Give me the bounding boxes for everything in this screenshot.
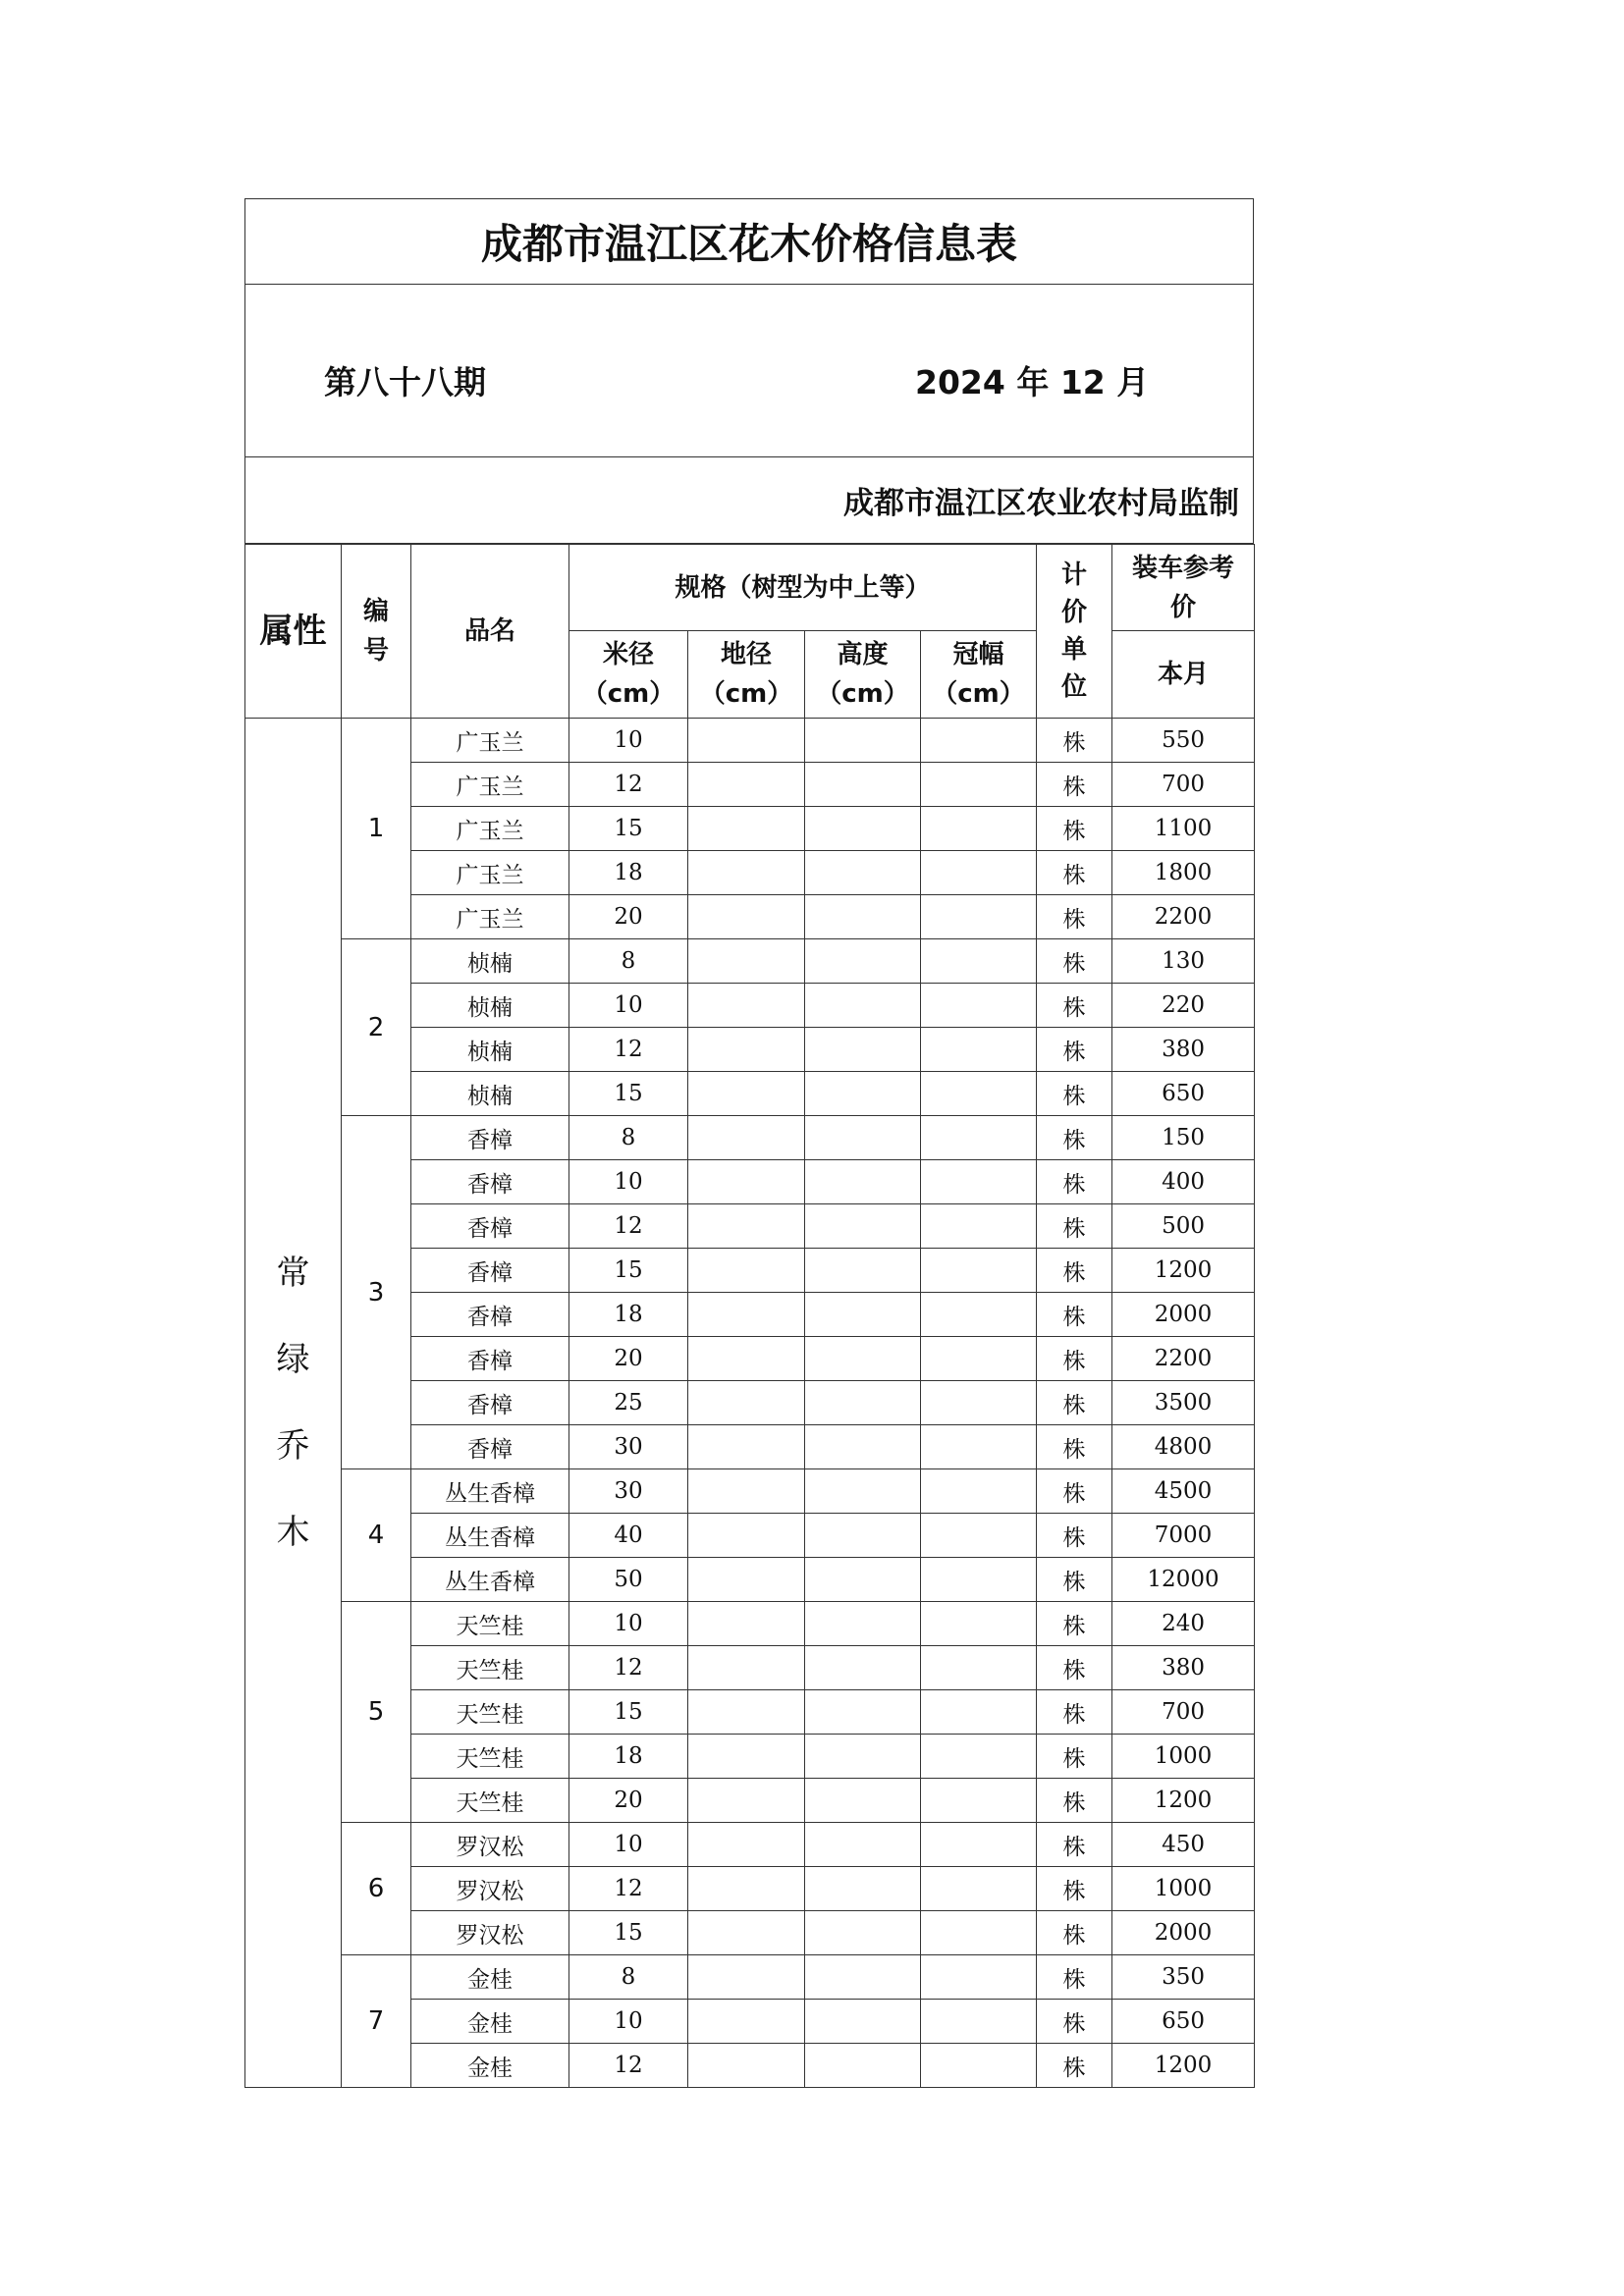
dbh-value: 40 (569, 1514, 688, 1558)
ground-diameter-value (688, 1646, 805, 1690)
ground-diameter-value (688, 1381, 805, 1425)
price-value: 350 (1112, 1955, 1255, 2000)
header-ground-label: 地径 (720, 640, 772, 669)
ground-diameter-value (688, 1558, 805, 1602)
price-value: 450 (1112, 1823, 1255, 1867)
height-value (805, 2000, 921, 2044)
plant-name: 广玉兰 (411, 719, 569, 763)
group-number: 7 (342, 1955, 411, 2088)
header-price-line: 装车参考 (1132, 553, 1235, 583)
dbh-value: 15 (569, 1249, 688, 1293)
dbh-value: 25 (569, 1381, 688, 1425)
price-unit: 株 (1037, 851, 1112, 895)
price-sheet (244, 198, 1254, 2088)
ground-diameter-value (688, 939, 805, 984)
price-value: 2000 (1112, 1293, 1255, 1337)
ground-diameter-value (688, 2044, 805, 2088)
dbh-value: 10 (569, 1823, 688, 1867)
price-unit: 株 (1037, 1293, 1112, 1337)
ground-diameter-value (688, 1514, 805, 1558)
ground-diameter-value (688, 1911, 805, 1955)
plant-name: 香樟 (411, 1249, 569, 1293)
height-value (805, 719, 921, 763)
ground-diameter-value (688, 1823, 805, 1867)
dbh-value: 10 (569, 2000, 688, 2044)
price-unit: 株 (1037, 1381, 1112, 1425)
crown-value (921, 1823, 1037, 1867)
header-unit-char: 单 (1061, 635, 1088, 665)
height-value (805, 763, 921, 807)
crown-value (921, 1735, 1037, 1779)
price-unit: 株 (1037, 1116, 1112, 1160)
price-value: 650 (1112, 2000, 1255, 2044)
table-row (245, 1469, 1255, 1514)
price-unit: 株 (1037, 1028, 1112, 1072)
ground-diameter-value (688, 1204, 805, 1249)
ground-diameter-value (688, 1779, 805, 1823)
price-value: 7000 (1112, 1514, 1255, 1558)
height-value (805, 1160, 921, 1204)
height-value (805, 1602, 921, 1646)
crown-value (921, 1867, 1037, 1911)
height-value (805, 1072, 921, 1116)
group-number: 1 (342, 719, 411, 939)
header-price (1112, 545, 1255, 631)
price-unit: 株 (1037, 1955, 1112, 2000)
price-unit: 株 (1037, 1337, 1112, 1381)
height-value (805, 984, 921, 1028)
crown-value (921, 1381, 1037, 1425)
category-char: 木 (276, 1513, 310, 1552)
price-unit: 株 (1037, 1072, 1112, 1116)
ground-diameter-value (688, 1160, 805, 1204)
price-unit: 株 (1037, 807, 1112, 851)
height-value (805, 1293, 921, 1337)
header-price-line: 价 (1170, 592, 1197, 622)
issue-number: 第八十八期 (324, 363, 486, 401)
table-row (245, 939, 1255, 984)
price-unit: 株 (1037, 1867, 1112, 1911)
dbh-value: 30 (569, 1469, 688, 1514)
table-row (245, 1116, 1255, 1160)
height-value (805, 1823, 921, 1867)
header-ground-unit: （cm） (699, 679, 793, 709)
price-value: 1200 (1112, 2044, 1255, 2088)
ground-diameter-value (688, 1690, 805, 1735)
header-name: 品名 (411, 545, 569, 719)
height-value (805, 1028, 921, 1072)
plant-name: 香樟 (411, 1160, 569, 1204)
dbh-value: 15 (569, 807, 688, 851)
header-dbh-label: 米径 (602, 640, 654, 669)
price-value: 1000 (1112, 1867, 1255, 1911)
dbh-value: 10 (569, 1602, 688, 1646)
plant-name: 桢楠 (411, 1028, 569, 1072)
dbh-value: 20 (569, 895, 688, 939)
ground-diameter-value (688, 1249, 805, 1293)
category-char: 乔 (276, 1426, 310, 1466)
price-unit: 株 (1037, 984, 1112, 1028)
ground-diameter-value (688, 1735, 805, 1779)
plant-name: 丛生香樟 (411, 1469, 569, 1514)
price-unit: 株 (1037, 1602, 1112, 1646)
plant-name: 桢楠 (411, 984, 569, 1028)
plant-name: 香樟 (411, 1293, 569, 1337)
header-dbh (569, 631, 688, 719)
height-value (805, 2044, 921, 2088)
crown-value (921, 807, 1037, 851)
price-unit: 株 (1037, 939, 1112, 984)
price-unit: 株 (1037, 1469, 1112, 1514)
plant-name: 罗汉松 (411, 1911, 569, 1955)
dbh-value: 10 (569, 719, 688, 763)
table-body (245, 719, 1255, 2088)
crown-value (921, 1204, 1037, 1249)
crown-value (921, 1911, 1037, 1955)
header-month: 本月 (1112, 631, 1255, 719)
crown-value (921, 1558, 1037, 1602)
group-number: 6 (342, 1823, 411, 1955)
price-value: 700 (1112, 1690, 1255, 1735)
crown-value (921, 1955, 1037, 2000)
height-value (805, 1911, 921, 1955)
plant-name: 香樟 (411, 1116, 569, 1160)
price-unit: 株 (1037, 1735, 1112, 1779)
header-dbh-unit: （cm） (581, 679, 676, 709)
dbh-value: 18 (569, 1735, 688, 1779)
header-height-label: 高度 (837, 640, 889, 669)
plant-name: 金桂 (411, 2044, 569, 2088)
price-unit: 株 (1037, 719, 1112, 763)
height-value (805, 807, 921, 851)
price-value: 380 (1112, 1028, 1255, 1072)
period-row (244, 285, 1254, 457)
plant-name: 丛生香樟 (411, 1558, 569, 1602)
dbh-value: 20 (569, 1779, 688, 1823)
ground-diameter-value (688, 1072, 805, 1116)
dbh-value: 15 (569, 1690, 688, 1735)
height-value (805, 1558, 921, 1602)
crown-value (921, 1602, 1037, 1646)
dbh-value: 18 (569, 1293, 688, 1337)
header-height (805, 631, 921, 719)
document-title: 成都市温江区花木价格信息表 (244, 198, 1254, 285)
price-value: 2000 (1112, 1911, 1255, 1955)
price-unit: 株 (1037, 1911, 1112, 1955)
ground-diameter-value (688, 719, 805, 763)
plant-name: 广玉兰 (411, 807, 569, 851)
header-ground-diameter (688, 631, 805, 719)
height-value (805, 1690, 921, 1735)
category-cell (245, 719, 342, 2088)
crown-value (921, 1469, 1037, 1514)
crown-value (921, 984, 1037, 1028)
ground-diameter-value (688, 984, 805, 1028)
dbh-value: 30 (569, 1425, 688, 1469)
crown-value (921, 1249, 1037, 1293)
category-char: 绿 (276, 1340, 310, 1379)
price-value: 130 (1112, 939, 1255, 984)
price-value: 150 (1112, 1116, 1255, 1160)
ground-diameter-value (688, 2000, 805, 2044)
price-unit: 株 (1037, 2000, 1112, 2044)
plant-name: 金桂 (411, 1955, 569, 2000)
price-unit: 株 (1037, 1823, 1112, 1867)
price-value: 1200 (1112, 1249, 1255, 1293)
ground-diameter-value (688, 807, 805, 851)
ground-diameter-value (688, 1028, 805, 1072)
price-unit: 株 (1037, 2044, 1112, 2088)
price-value: 4500 (1112, 1469, 1255, 1514)
crown-value (921, 1425, 1037, 1469)
dbh-value: 18 (569, 851, 688, 895)
ground-diameter-value (688, 1337, 805, 1381)
price-unit: 株 (1037, 1425, 1112, 1469)
height-value (805, 1469, 921, 1514)
category-char: 常 (276, 1254, 310, 1293)
price-value: 2200 (1112, 895, 1255, 939)
price-unit: 株 (1037, 1558, 1112, 1602)
price-value: 3500 (1112, 1381, 1255, 1425)
height-value (805, 939, 921, 984)
height-value (805, 1204, 921, 1249)
plant-name: 金桂 (411, 2000, 569, 2044)
price-unit: 株 (1037, 1514, 1112, 1558)
plant-name: 香樟 (411, 1337, 569, 1381)
price-value: 700 (1112, 763, 1255, 807)
price-unit: 株 (1037, 1204, 1112, 1249)
plant-name: 广玉兰 (411, 851, 569, 895)
price-value: 220 (1112, 984, 1255, 1028)
plant-name: 天竺桂 (411, 1779, 569, 1823)
dbh-value: 10 (569, 984, 688, 1028)
crown-value (921, 1028, 1037, 1072)
plant-name: 天竺桂 (411, 1690, 569, 1735)
ground-diameter-value (688, 1469, 805, 1514)
crown-value (921, 1690, 1037, 1735)
dbh-value: 15 (569, 1911, 688, 1955)
plant-name: 广玉兰 (411, 895, 569, 939)
table-row (245, 1955, 1255, 2000)
plant-name: 桢楠 (411, 939, 569, 984)
price-unit: 株 (1037, 1690, 1112, 1735)
ground-diameter-value (688, 1425, 805, 1469)
header-unit-char: 计 (1061, 561, 1088, 590)
dbh-value: 15 (569, 1072, 688, 1116)
plant-name: 香樟 (411, 1381, 569, 1425)
plant-name: 罗汉松 (411, 1867, 569, 1911)
crown-value (921, 763, 1037, 807)
group-number: 3 (342, 1116, 411, 1469)
crown-value (921, 719, 1037, 763)
dbh-value: 8 (569, 1955, 688, 2000)
height-value (805, 851, 921, 895)
price-unit: 株 (1037, 763, 1112, 807)
price-value: 500 (1112, 1204, 1255, 1249)
ground-diameter-value (688, 1116, 805, 1160)
dbh-value: 50 (569, 1558, 688, 1602)
header-crown (921, 631, 1037, 719)
ground-diameter-value (688, 895, 805, 939)
price-table (244, 544, 1255, 2088)
crown-value (921, 2000, 1037, 2044)
crown-value (921, 1116, 1037, 1160)
dbh-value: 10 (569, 1160, 688, 1204)
crown-value (921, 1072, 1037, 1116)
header-attribute: 属性 (245, 545, 342, 719)
height-value (805, 1735, 921, 1779)
ground-diameter-value (688, 1955, 805, 2000)
price-unit: 株 (1037, 1779, 1112, 1823)
plant-name: 广玉兰 (411, 763, 569, 807)
plant-name: 罗汉松 (411, 1823, 569, 1867)
price-value: 400 (1112, 1160, 1255, 1204)
header-crown-label: 冠幅 (952, 640, 1004, 669)
crown-value (921, 1160, 1037, 1204)
price-unit: 株 (1037, 895, 1112, 939)
height-value (805, 1116, 921, 1160)
plant-name: 桢楠 (411, 1072, 569, 1116)
ground-diameter-value (688, 1867, 805, 1911)
ground-diameter-value (688, 1602, 805, 1646)
header-number-char: 编 (362, 597, 389, 626)
crown-value (921, 1646, 1037, 1690)
header-crown-unit: （cm） (932, 679, 1025, 709)
price-value: 4800 (1112, 1425, 1255, 1469)
height-value (805, 1779, 921, 1823)
agency-label: 成都市温江区农业农村局监制 (244, 457, 1254, 544)
height-value (805, 1867, 921, 1911)
header-unit-char: 价 (1061, 598, 1088, 627)
issue-date: 2024 年 12 月 (915, 363, 1150, 401)
height-value (805, 895, 921, 939)
group-number: 5 (342, 1602, 411, 1823)
plant-name: 天竺桂 (411, 1602, 569, 1646)
plant-name: 丛生香樟 (411, 1514, 569, 1558)
plant-name: 香樟 (411, 1425, 569, 1469)
table-header (245, 545, 1255, 719)
crown-value (921, 1337, 1037, 1381)
dbh-value: 12 (569, 1867, 688, 1911)
plant-name: 天竺桂 (411, 1735, 569, 1779)
height-value (805, 1646, 921, 1690)
header-spec: 规格（树型为中上等） (569, 545, 1037, 631)
ground-diameter-value (688, 851, 805, 895)
price-value: 1000 (1112, 1735, 1255, 1779)
price-unit: 株 (1037, 1646, 1112, 1690)
dbh-value: 12 (569, 2044, 688, 2088)
crown-value (921, 1293, 1037, 1337)
dbh-value: 12 (569, 1204, 688, 1249)
header-unit-char: 位 (1061, 672, 1088, 702)
height-value (805, 1514, 921, 1558)
crown-value (921, 1514, 1037, 1558)
price-value: 12000 (1112, 1558, 1255, 1602)
price-value: 1100 (1112, 807, 1255, 851)
plant-name: 香樟 (411, 1204, 569, 1249)
height-value (805, 1425, 921, 1469)
height-value (805, 1381, 921, 1425)
table-row (245, 1602, 1255, 1646)
dbh-value: 8 (569, 1116, 688, 1160)
price-value: 550 (1112, 719, 1255, 763)
group-number: 2 (342, 939, 411, 1116)
header-number (342, 545, 411, 719)
price-unit: 株 (1037, 1249, 1112, 1293)
crown-value (921, 939, 1037, 984)
crown-value (921, 895, 1037, 939)
header-height-unit: （cm） (816, 679, 909, 709)
price-value: 2200 (1112, 1337, 1255, 1381)
dbh-value: 12 (569, 763, 688, 807)
plant-name: 天竺桂 (411, 1646, 569, 1690)
dbh-value: 12 (569, 1028, 688, 1072)
price-value: 380 (1112, 1646, 1255, 1690)
ground-diameter-value (688, 1293, 805, 1337)
ground-diameter-value (688, 763, 805, 807)
price-value: 650 (1112, 1072, 1255, 1116)
table-row (245, 719, 1255, 763)
crown-value (921, 2044, 1037, 2088)
height-value (805, 1337, 921, 1381)
dbh-value: 20 (569, 1337, 688, 1381)
height-value (805, 1249, 921, 1293)
header-number-char: 号 (362, 636, 389, 666)
price-value: 1200 (1112, 1779, 1255, 1823)
price-unit: 株 (1037, 1160, 1112, 1204)
price-value: 1800 (1112, 851, 1255, 895)
table-row (245, 1823, 1255, 1867)
height-value (805, 1955, 921, 2000)
header-unit (1037, 545, 1112, 719)
group-number: 4 (342, 1469, 411, 1602)
dbh-value: 8 (569, 939, 688, 984)
dbh-value: 12 (569, 1646, 688, 1690)
price-value: 240 (1112, 1602, 1255, 1646)
crown-value (921, 851, 1037, 895)
crown-value (921, 1779, 1037, 1823)
